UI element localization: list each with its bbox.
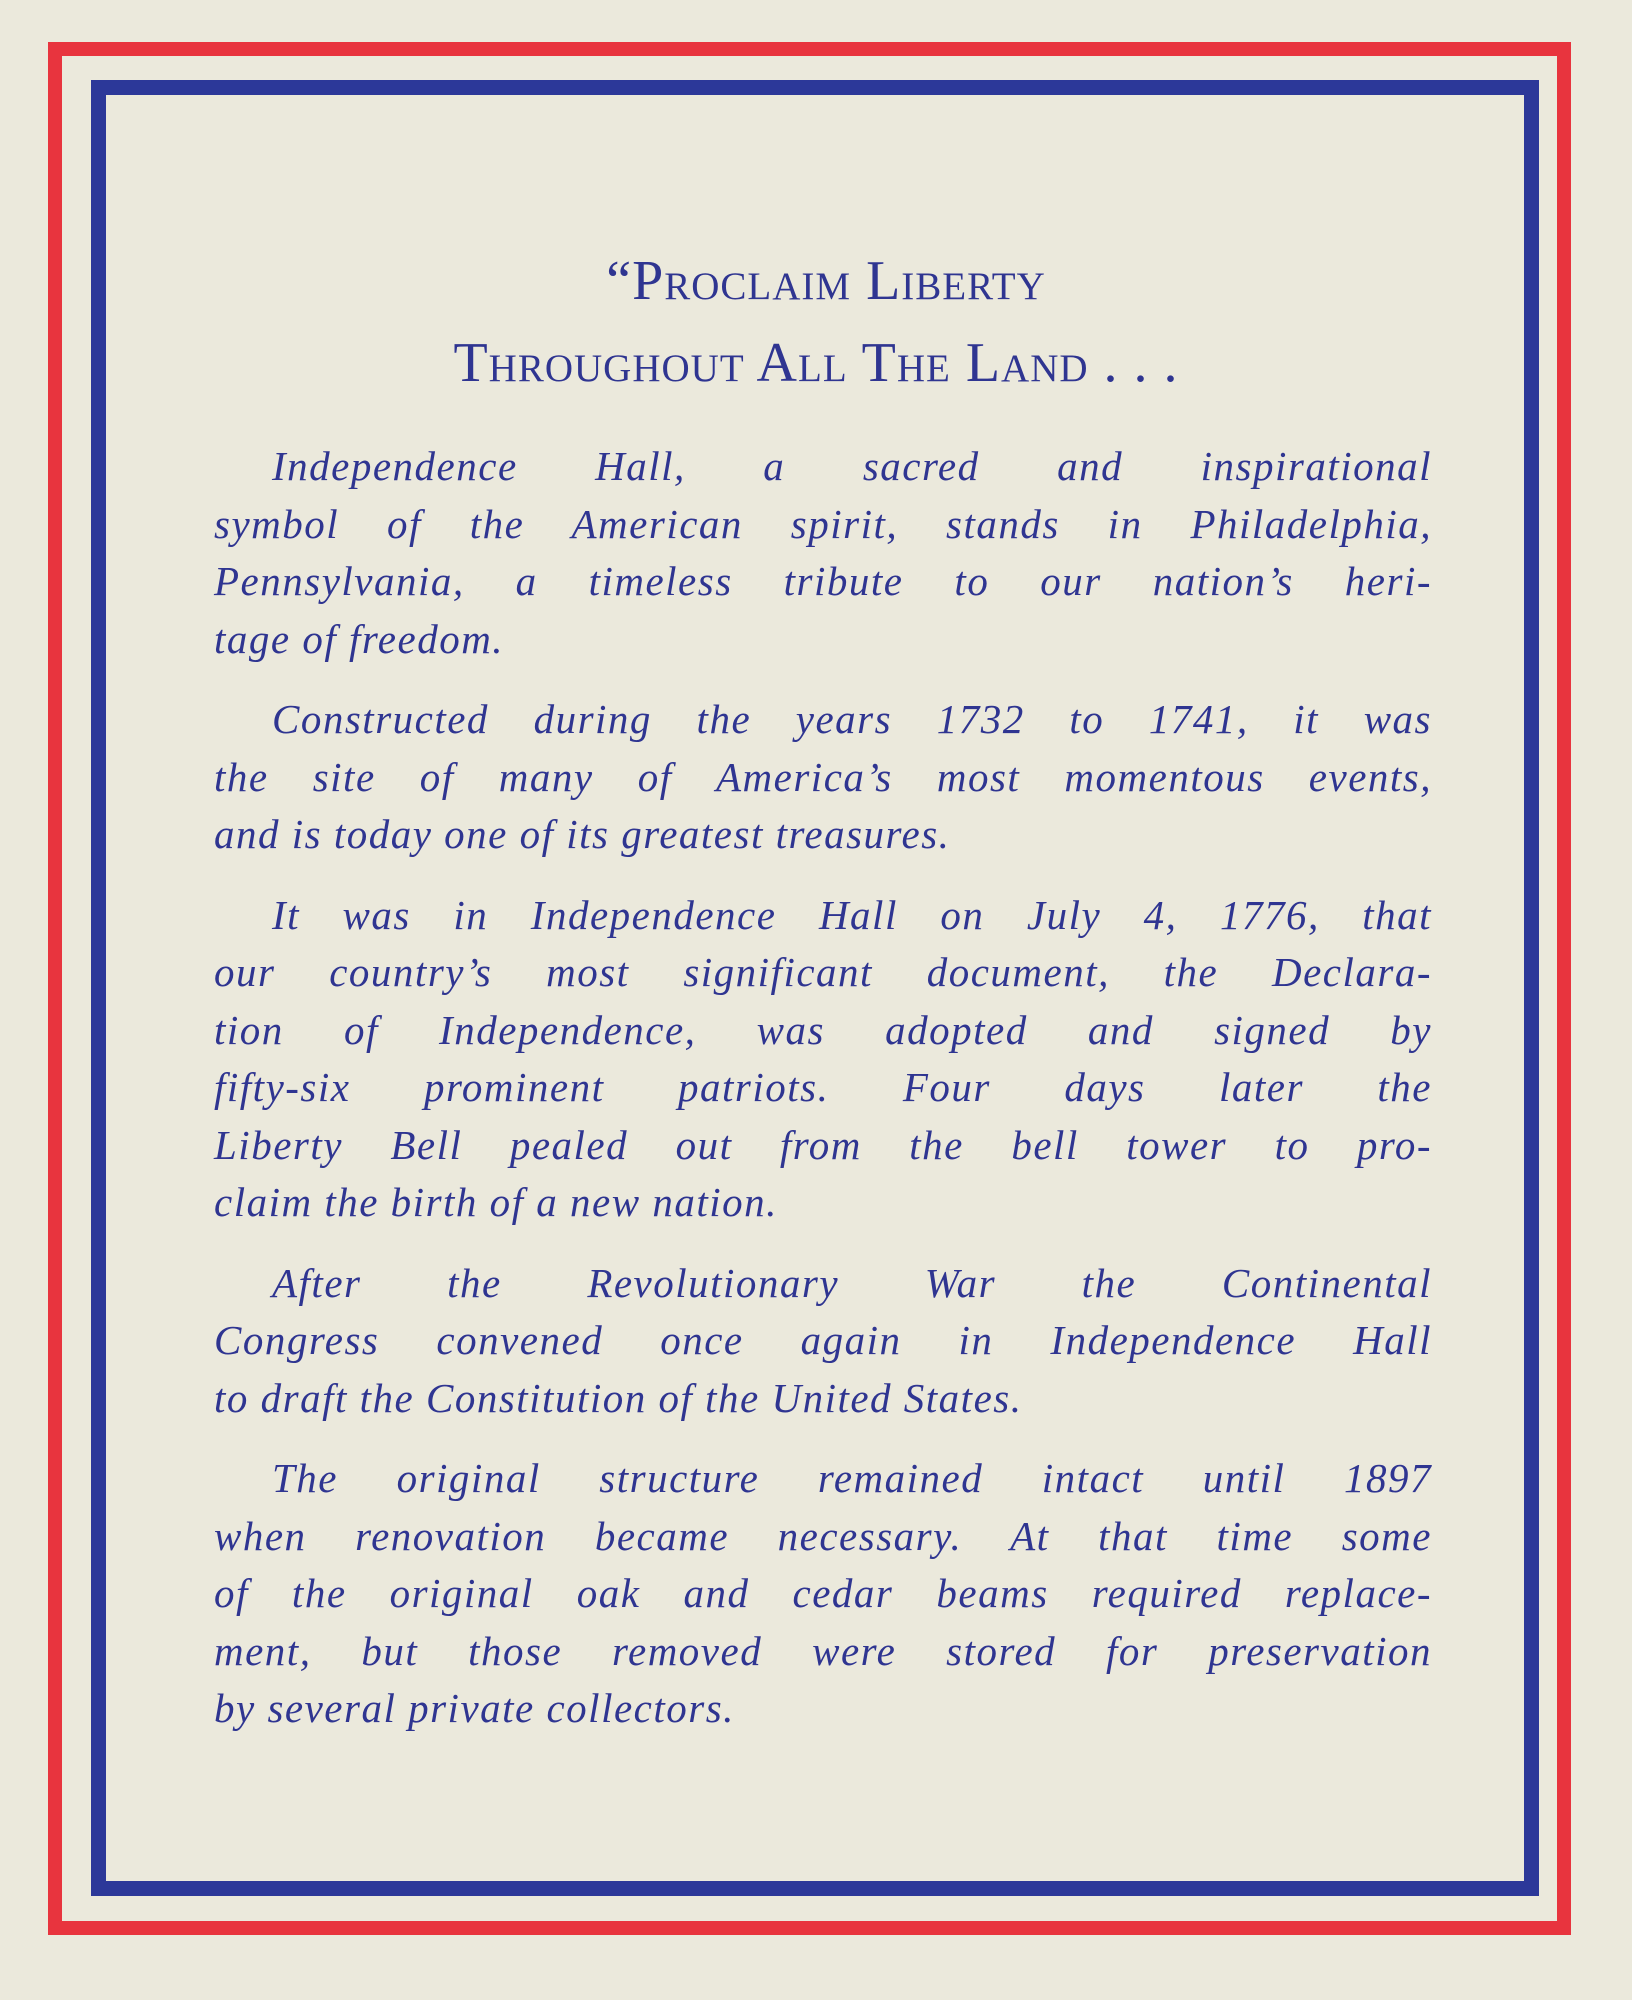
text-line: Constructed during the years 1732 to 1741, it was	[272, 696, 1432, 742]
text-line: claim the birth of a new nation.	[214, 1179, 778, 1225]
text-line: Congress convened once again in Independence Hall	[214, 1317, 1432, 1363]
body-text	[214, 438, 1432, 1761]
text-line: ment, but those removed were stored for preservation	[214, 1627, 1432, 1674]
text-line: tage of freedom.	[214, 615, 505, 662]
paragraph	[214, 887, 1432, 1232]
text-line: of the original oak and cedar beams required replace-	[214, 1570, 1432, 1616]
text-line: It was in Independence Hall on July 4, 1776, that	[272, 891, 1432, 938]
text-line: Independence Hall, a sacred and inspirational	[272, 443, 1432, 489]
text-line: After the Revolutionary War the Continental	[272, 1259, 1432, 1306]
text-line: and is today one of its greatest treasures.	[214, 811, 951, 857]
text-line: fifty-six prominent patriots. Four days later the	[214, 1064, 1432, 1110]
title-line: Throughout All The Land . . .	[453, 332, 1179, 394]
paragraph	[214, 1255, 1432, 1428]
title-line: “Proclaim Liberty	[606, 250, 1046, 312]
text-line: Liberty Bell pealed out from the bell tower to pro-	[214, 1121, 1432, 1168]
text-line: the site of many of America’s most momentous events,	[214, 753, 1432, 800]
text-line: when renovation became necessary. At that time some	[214, 1512, 1432, 1559]
text-line: tion of Independence, was adopted and signed by	[214, 1006, 1432, 1053]
text-line: our country’s most significant document, the Declara-	[214, 949, 1432, 995]
page-title	[0, 240, 1632, 404]
paragraph	[214, 691, 1432, 864]
paragraph	[214, 438, 1432, 668]
text-line: by several private collectors.	[214, 1685, 735, 1731]
text-line: to draft the Constitution of the United States.	[214, 1374, 1023, 1421]
text-line: Pennsylvania, a timeless tribute to our nation’s heri-	[214, 558, 1432, 604]
paragraph	[214, 1450, 1432, 1738]
text-line: The original structure remained intact until 1897	[272, 1455, 1432, 1501]
text-line: symbol of the American spirit, stands in Philadelphia,	[214, 500, 1432, 547]
